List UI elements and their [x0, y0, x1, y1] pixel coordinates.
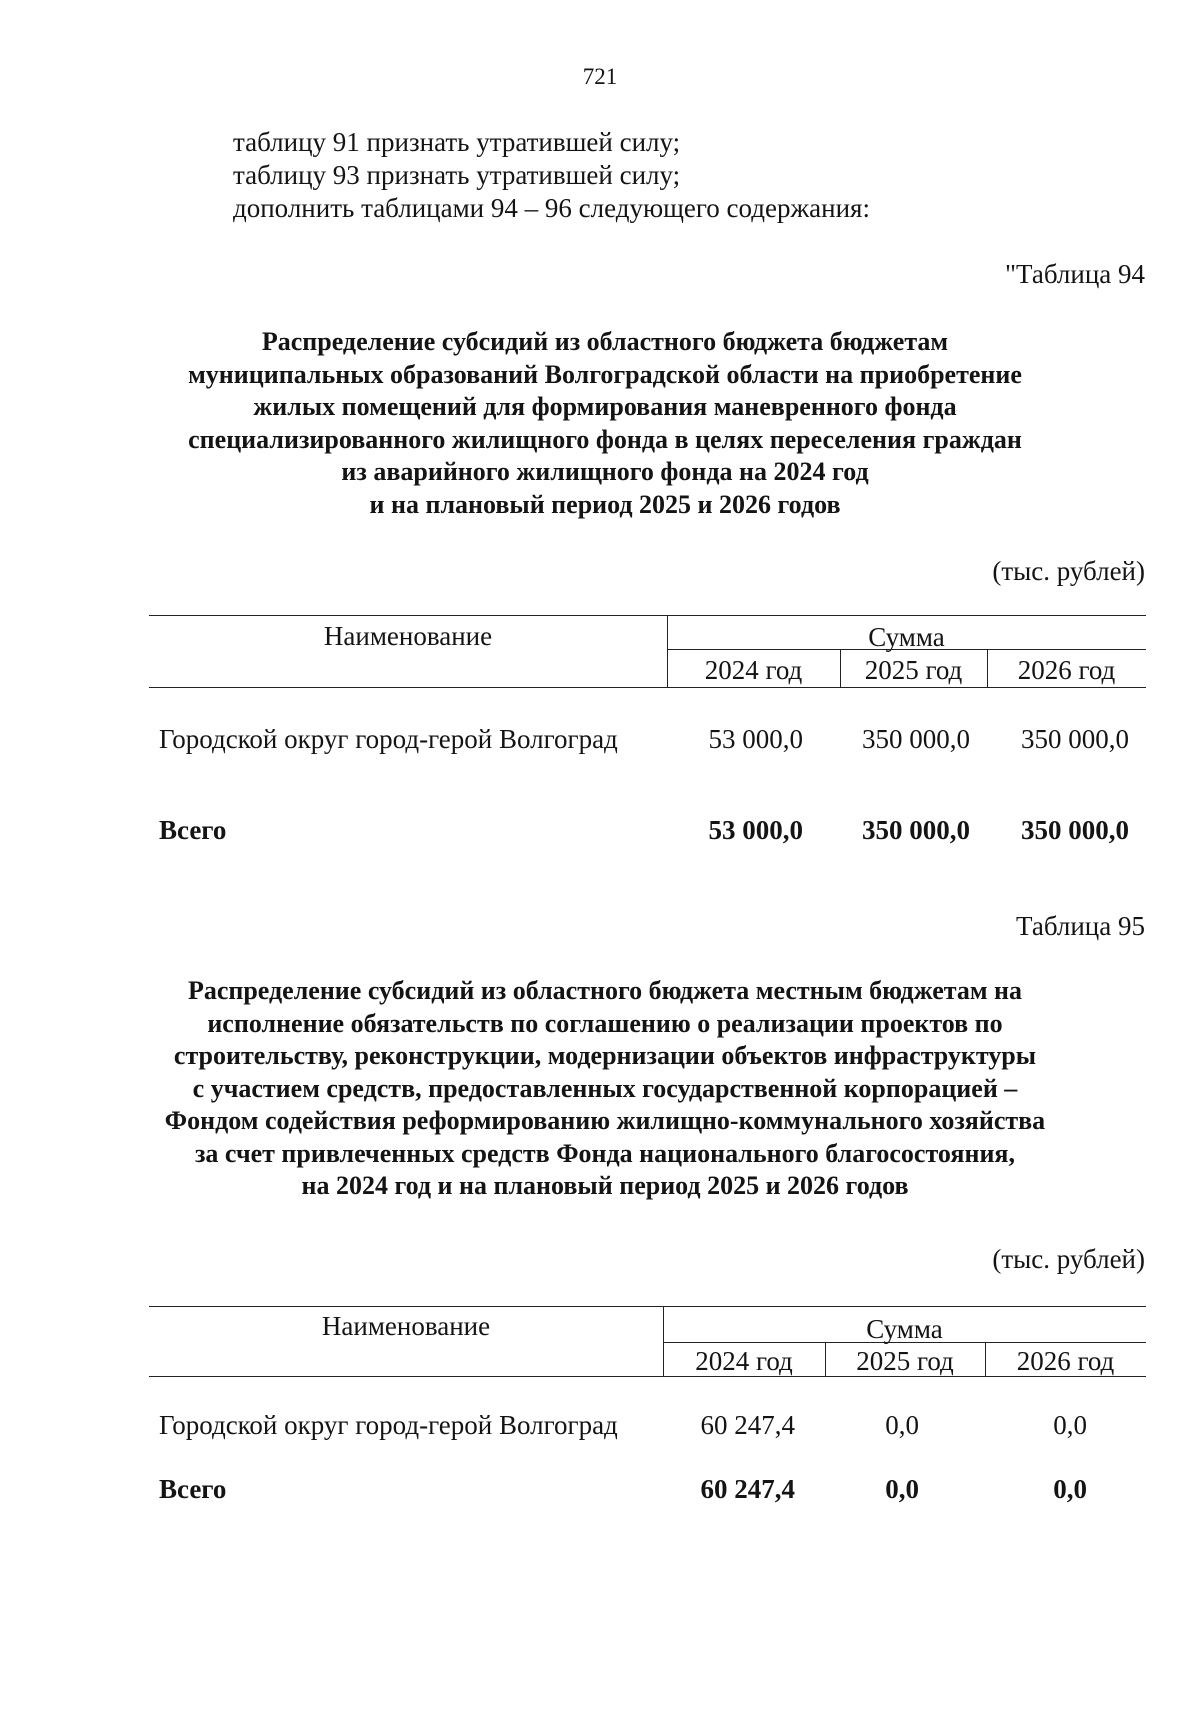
header-sum: Сумма — [868, 622, 945, 652]
title-line: специализированного жилищного фонда в целях переселения граждан — [188, 424, 1022, 454]
title-line: исполнение обязательств по соглашению о реализации проектов по — [207, 1008, 1003, 1038]
header-sum: Сумма — [866, 1314, 943, 1344]
total-name: Всего — [159, 815, 227, 845]
header-name: Наименование — [323, 621, 493, 651]
header-name: Наименование — [321, 1311, 491, 1341]
table-94-units: (тыс. рублей) — [992, 556, 1145, 586]
title-line: из аварийного жилищного фонда на 2024 год — [341, 457, 869, 486]
header-year: 2025 год — [856, 1346, 954, 1376]
row-name: Городской округ город-герой Волгоград — [159, 724, 618, 754]
title-line: муниципальных образований Волгоградской области на приобретение — [188, 359, 1022, 389]
table-94-label: "Таблица 94 — [1005, 259, 1145, 289]
title-line: жилых помещений для формирования маневренного фонда — [253, 392, 957, 421]
title-line: и на плановый период 2025 и 2026 годов — [369, 489, 841, 519]
header-year: 2024 год — [695, 1346, 793, 1376]
total-value: 350 000,0 — [862, 815, 970, 845]
table-95 — [149, 1306, 1146, 1506]
row-value: 0,0 — [885, 1410, 919, 1440]
row-value: 350 000,0 — [1021, 724, 1129, 754]
header-year: 2024 год — [704, 655, 803, 685]
row-value: 60 247,4 — [700, 1410, 795, 1440]
title-line: за счет привлеченных средств Фонда национального благосостояния, — [194, 1138, 1015, 1168]
total-value: 53 000,0 — [708, 815, 803, 845]
title-line: на 2024 год и на плановый период 2025 и 2026 годов — [301, 1171, 909, 1200]
total-value: 350 000,0 — [1021, 815, 1129, 845]
table-95-label: Таблица 95 — [1016, 911, 1145, 941]
row-value: 53 000,0 — [708, 724, 803, 754]
total-value: 0,0 — [1053, 1474, 1087, 1504]
intro-line: таблицу 93 признать утратившей силу; — [233, 160, 681, 190]
row-value: 350 000,0 — [862, 724, 970, 754]
intro-line: таблицу 91 признать утратившей силу; — [233, 127, 681, 157]
header-year: 2025 год — [864, 655, 963, 685]
row-name: Городской округ город-герой Волгоград — [159, 1410, 618, 1440]
title-line: с участием средств, предоставленных государственной корпорацией – — [192, 1073, 1018, 1103]
table-95-title — [150, 975, 1060, 1203]
total-name: Всего — [159, 1474, 227, 1504]
table-94-title — [150, 326, 1060, 521]
title-line: строительству, реконструкции, модернизации объектов инфраструктуры — [173, 1041, 1037, 1070]
intro-text — [233, 126, 870, 225]
page-number: 721 — [582, 64, 618, 89]
total-value: 0,0 — [885, 1474, 919, 1504]
header-year: 2026 год — [1017, 655, 1116, 685]
title-line: Распределение субсидий из областного бюджета бюджетам — [261, 327, 949, 356]
table-94 — [149, 615, 1146, 855]
title-line: Фондом содействия реформированию жилищно-коммунального хозяйства — [164, 1106, 1046, 1135]
total-value: 60 247,4 — [700, 1474, 795, 1504]
header-year: 2026 год — [1016, 1346, 1115, 1376]
intro-line: дополнить таблицами 94 – 96 следующего содержания: — [233, 193, 870, 223]
table-95-units: (тыс. рублей) — [992, 1244, 1145, 1274]
row-value: 0,0 — [1053, 1410, 1087, 1440]
title-line: Распределение субсидий из областного бюджета местным бюджетам на — [187, 976, 1023, 1005]
